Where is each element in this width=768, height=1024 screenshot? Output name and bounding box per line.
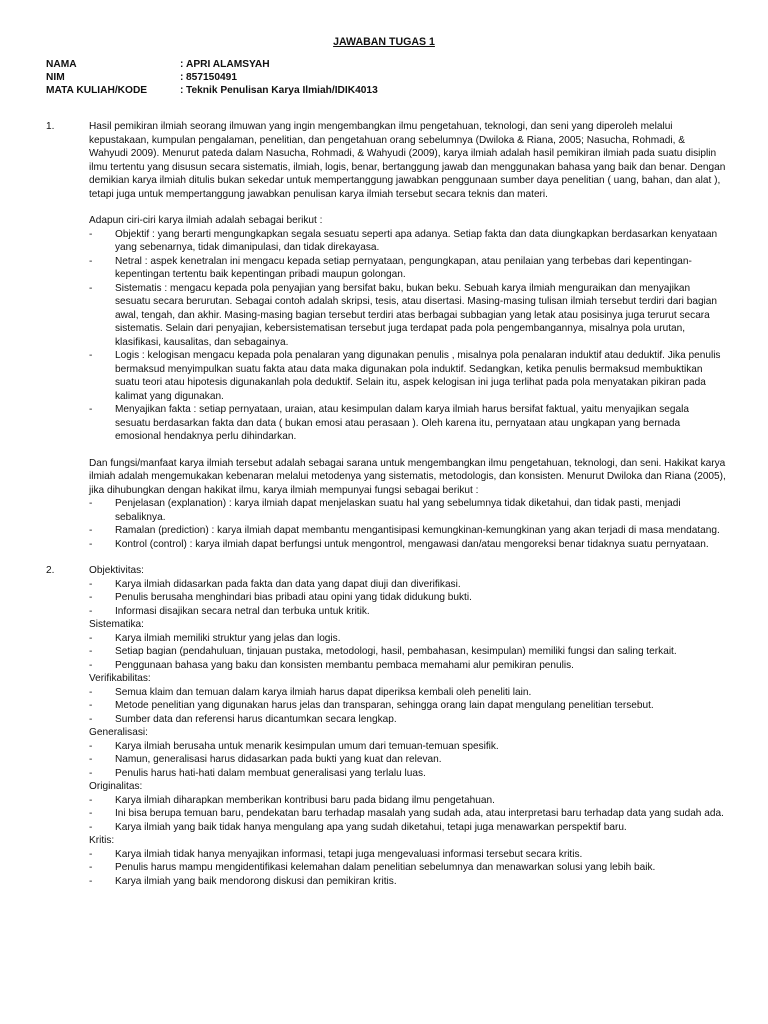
list-item: - Penulis harus mampu mengidentifikasi kelemahan dalam penelitian sebelumnya dan menawarkan solusi yang lebih baik.: [89, 862, 656, 873]
list-item: - Karya ilmiah memiliki struktur yang jelas dan logis.: [89, 632, 341, 644]
list-item: - Kontrol (control) : karya ilmiah dapat berfungsi untuk mengontrol, mengawasi dan/atau mengoreksi benar tidaknya suatu pernyataan.: [89, 538, 709, 550]
originalitas-list: [89, 794, 726, 835]
bullet-dash: -: [89, 875, 93, 887]
subheading-originalitas: Originalitas:: [89, 781, 143, 792]
document-content: [46, 120, 726, 900]
verifikabilitas-list: [89, 686, 726, 727]
subheading-verifikabilitas: Verifikabilitas:: [89, 673, 151, 684]
list-item: - Karya ilmiah yang baik mendorong diskusi dan pemikiran kritis.: [89, 875, 397, 887]
bullet-dash: -: [89, 821, 93, 833]
bullet-dash: -: [89, 350, 93, 361]
generalisasi-list: [89, 740, 726, 781]
subheading-objektivitas: Objektivitas:: [89, 565, 144, 576]
identity-value: APRI ALAMSYAH: [186, 59, 270, 70]
bullet-dash: -: [89, 754, 93, 765]
list-item: - Sistematis : mengacu kepada pola penyajian yang bersifat baku, bukan beku. Sebuah karya ilmiah menguraikan dan menyajikan sesuatu secara berurutan. Sebagai contoh adalah skripsi, tesis, atau disertasi. Masing-masing tulisan ilmiah tersebut terdiri dari bagian awal, tengah, dan akhir. Masing-masing bagian tersebut terdiri atas berbagai subbagian yang letak atau posisinya juga terurut secara sistematis. Selain dari penyajian, kebersistematisan tersebut juga terdapat pada pola pengembangannya, misalnya pola urutan, klasifikasi, kausalitas, dan sebagainya.: [89, 282, 718, 348]
subheading-sistematika: Sistematika:: [89, 619, 144, 630]
bullet-dash: -: [89, 700, 93, 711]
list-item: - Semua klaim dan temuan dalam karya ilmiah harus dapat diperiksa kembali oleh peneliti lain.: [89, 686, 532, 698]
identity-separator: :: [180, 85, 184, 97]
list-item: - Informasi disajikan secara netral dan terbuka untuk kritik.: [89, 605, 370, 617]
bullet-dash: -: [89, 713, 93, 725]
answer-2-body: [89, 564, 726, 888]
identity-key: MATA KULIAH/KODE: [46, 85, 148, 97]
functions-list: [89, 497, 726, 551]
bullet-dash: -: [89, 255, 93, 267]
identity-row-nim: [46, 71, 378, 84]
list-item: - Karya ilmiah tidak hanya menyajikan informasi, tetapi juga mengevaluasi informasi tersebut secara kritis.: [89, 848, 583, 860]
answer-1: [46, 120, 726, 551]
list-item: - Namun, generalisasi harus didasarkan pada bukti yang kuat dan relevan.: [89, 754, 442, 765]
bullet-dash: -: [89, 228, 93, 240]
answer-1-body: [89, 120, 726, 551]
identity-value: Teknik Penulisan Karya Ilmiah/IDIK4013: [186, 85, 378, 97]
list-item: - Logis : kelogisan mengacu kepada pola penalaran yang digunakan penulis , misalnya pola penalaran induktif atau deduktif. Jika penulis bermaksud menyimpulkan suatu fakta atau data maka digunakan pola induktif. Sedangkan, ketika penulis bermaksud membuktikan suatu teori atau hipotesis digunakanlah pola deduktif. Selain itu, aspek kelogisan ini juga terlihat pada pola menyatakan pikiran pada kalimat yang digunakan.: [89, 350, 721, 402]
objektivitas-list: [89, 578, 726, 619]
identity-key: NAMA: [46, 59, 77, 70]
list-item: - Sumber data dan referensi harus dicantumkan secara lengkap.: [89, 713, 397, 725]
paragraph-characteristics-intro: Adapun ciri-ciri karya ilmiah adalah sebagai berikut :: [89, 215, 323, 226]
bullet-dash: -: [89, 632, 93, 644]
list-item: - Ramalan (prediction) : karya ilmiah dapat membantu mengantisipasi kemungkinan-kemungkinan yang akan terjadi di masa mendatang.: [89, 525, 720, 536]
subheading-kritis: Kritis:: [89, 835, 115, 846]
bullet-dash: -: [89, 659, 93, 671]
identity-separator: :: [180, 72, 184, 84]
answer-2: [46, 564, 726, 888]
bullet-dash: -: [89, 794, 93, 806]
bullet-dash: -: [89, 525, 93, 536]
list-item: - Ini bisa berupa temuan baru, pendekatan baru terhadap masalah yang sudah ada, atau interpretasi baru terhadap data yang sudah ada.: [89, 808, 724, 819]
bullet-dash: -: [89, 592, 93, 603]
bullet-dash: -: [89, 767, 93, 779]
answer-number: 2.: [46, 565, 55, 576]
bullet-dash: -: [89, 498, 93, 509]
identity-separator: :: [180, 59, 184, 70]
bullet-dash: -: [89, 848, 93, 860]
bullet-dash: -: [89, 686, 93, 698]
answer-number: 1.: [46, 121, 55, 132]
bullet-dash: -: [89, 578, 93, 590]
list-item: - Karya ilmiah didasarkan pada fakta dan data yang dapat diuji dan diverifikasi.: [89, 578, 461, 590]
list-item: - Objektif : yang berarti mengungkapkan segala sesuatu seperti apa adanya. Setiap fakta dan data diungkapkan berdasarkan kenyataan yang sebenarnya, tidak dimanipulasi, dan tidak direkayasa.: [89, 228, 718, 253]
list-item: - Metode penelitian yang digunakan harus jelas dan transparan, sehingga orang lain dapat mengulang penelitian tersebut.: [89, 700, 654, 711]
list-item: - Karya ilmiah berusaha untuk menarik kesimpulan umum dari temuan-temuan spesifik.: [89, 740, 499, 752]
subheading-generalisasi: Generalisasi:: [89, 727, 148, 738]
list-item: - Penggunaan bahasa yang baku dan konsisten membantu pembaca memahami alur pemikiran penulis.: [89, 659, 574, 671]
bullet-dash: -: [89, 282, 93, 294]
bullet-dash: -: [89, 862, 93, 873]
identity-table: [46, 58, 378, 98]
bullet-dash: -: [89, 404, 93, 415]
list-item: - Penulis harus hati-hati dalam membuat generalisasi yang terlalu luas.: [89, 767, 426, 779]
bullet-dash: -: [89, 605, 93, 617]
bullet-dash: -: [89, 538, 93, 550]
bullet-dash: -: [89, 808, 93, 819]
sistematika-list: [89, 632, 726, 673]
bullet-dash: -: [89, 646, 93, 657]
list-item: - Menyajikan fakta : setiap pernyataan, uraian, atau kesimpulan dalam karya ilmiah harus bersifat faktual, yaitu menyajikan segala sesuatu berdasarkan fakta dan data ( bukan emosi atau perasaan ). Oleh karena itu, pernyataan atau ungkapan yang bernada emosional hendaknya perlu dihindarkan.: [89, 404, 689, 442]
identity-key: NIM: [46, 72, 65, 84]
list-item: - Karya ilmiah diharapkan memberikan kontribusi baru pada bidang ilmu pengetahuan.: [89, 794, 495, 806]
list-item: - Setiap bagian (pendahuluan, tinjauan pustaka, metodologi, hasil, pembahasan, kesimpulan) memiliki fungsi dan saling terkait.: [89, 646, 677, 657]
identity-value: 857150491: [186, 72, 237, 84]
characteristics-list: [89, 228, 726, 444]
paragraph-functions-intro: Dan fungsi/manfaat karya ilmiah tersebut adalah sebagai sarana untuk mengembangkan ilmu pengetahuan, teknologi, dan seni. Hakikat karya ilmiah adalah mengemukakan kebenaran melalui metodenya yang sistematis, metodologis, dan konsisten. Menurut Dwiloka dan Riana (2005), jika dihubungkan dengan hakikat ilmu, karya ilmiah mempunyai fungsi sebagai berikut :: [89, 457, 726, 496]
list-item: - Karya ilmiah yang baik tidak hanya mengulang apa yang sudah diketahui, tetapi juga menawarkan perspektif baru.: [89, 821, 627, 833]
kritis-list: [89, 848, 726, 889]
document-title: JAWABAN TUGAS 1: [333, 36, 435, 48]
paragraph-definition: Hasil pemikiran ilmiah seorang ilmuwan yang ingin mengembangkan ilmu pengetahuan, teknologi, dan seni yang diperoleh melalui kepustakaan, kumpulan pengalaman, penelitian, dan pengetahuan orang sebelumnya (Dwiloka & Riana, 2005; Nasucha, Rohmadi, & Wahyudi 2009). Menurut pateda dalam Nasucha, Rohmadi, & Wahyudi (2009), karya ilmiah adalah hasil pemikiran ilmiah pada suatu disiplin ilmu tertentu yang disusun secara sistematis, ilmiah, logis, benar, bertanggung jawab dan menggunakan bahasa yang baik dan benar. Dengan demikian karya ilmiah ditulis bukan sekedar untuk mempertanggung jawabkan penggunaan sumber daya penelitian ( uang, bahan, dan alat ), tetapi juga untuk mempertanggung jawabkan penulisan karya ilmiah tersebut secara teknis dan materi.: [89, 121, 726, 200]
list-item: - Netral : aspek kenetralan ini mengacu kepada setiap pernyataan, pengungkapan, atau penilaian yang terbebas dari kepentingan-kepentingan tertentu baik kepentingan pribadi maupun golongan.: [89, 255, 692, 280]
identity-row-course: [46, 84, 378, 97]
list-item: - Penjelasan (explanation) : karya ilmiah dapat menjelaskan suatu hal yang sebelumnya tidak diketahui, dan tidak pasti, menjadi sebaliknya.: [89, 498, 681, 523]
bullet-dash: -: [89, 740, 93, 752]
list-item: - Penulis berusaha menghindari bias pribadi atau opini yang tidak didukung bukti.: [89, 592, 472, 603]
identity-row-nama: [46, 58, 378, 71]
